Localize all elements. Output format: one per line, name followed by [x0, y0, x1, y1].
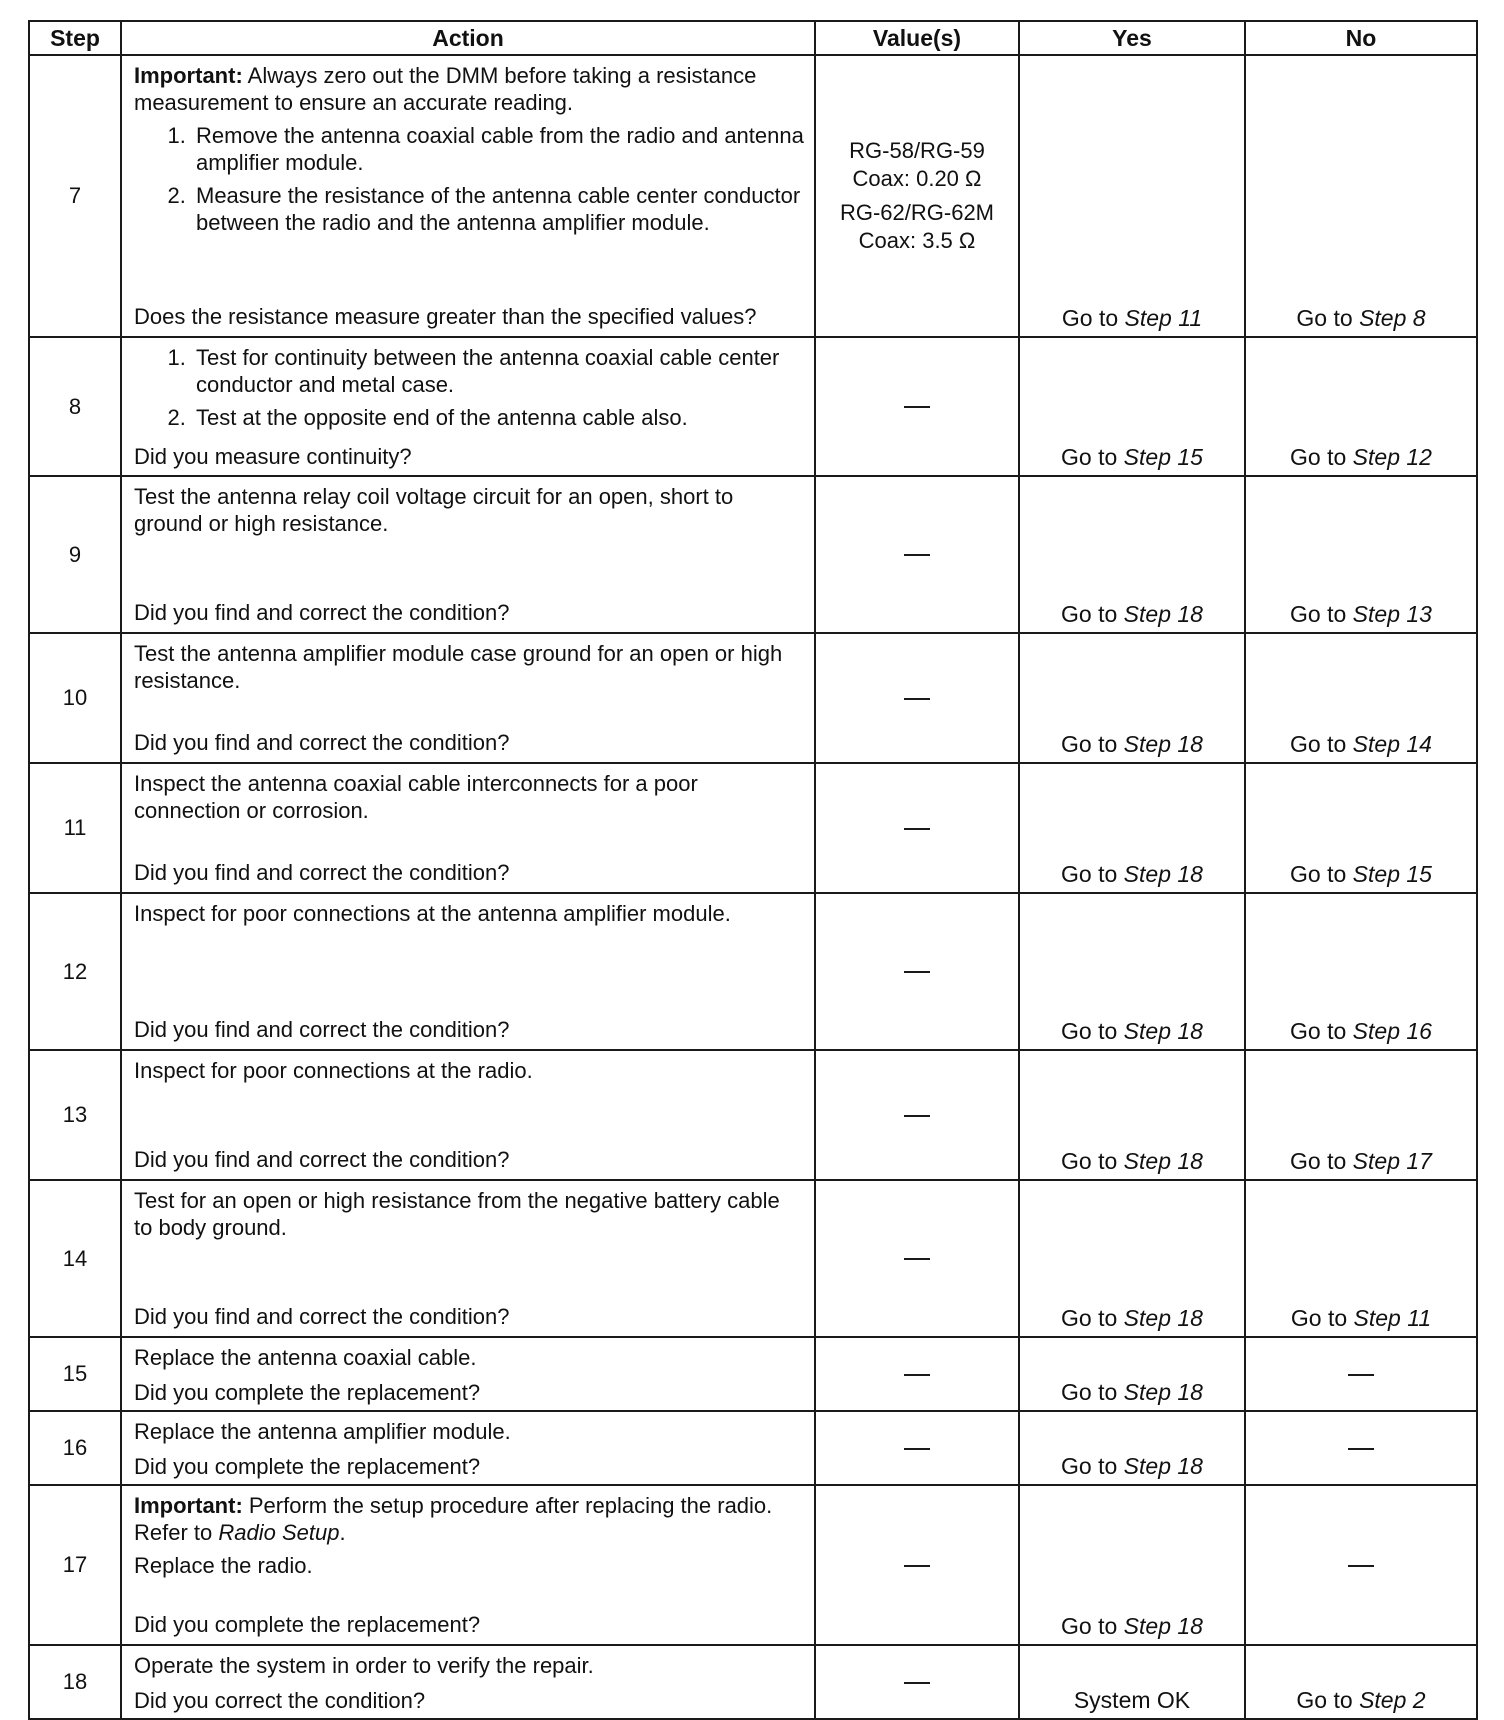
action-cell — [121, 1050, 815, 1180]
table-row — [29, 1050, 1477, 1180]
no-step-link[interactable]: Step 2 — [1359, 1687, 1426, 1713]
dash-mark — [904, 971, 930, 973]
no-cell — [1245, 1485, 1477, 1645]
value-line: RG-62/RG-62M — [839, 200, 995, 225]
yes-step-link[interactable]: Step 18 — [1123, 731, 1203, 757]
values-cell — [815, 1180, 1019, 1337]
table-row — [29, 1645, 1477, 1719]
yes-cell — [1019, 1180, 1245, 1337]
yes-step-link[interactable]: Step 18 — [1123, 1148, 1203, 1174]
values-cell — [815, 1411, 1019, 1485]
step-number: 14 — [29, 1180, 121, 1337]
diagnostic-table — [28, 20, 1478, 1720]
table-row — [29, 763, 1477, 893]
action-question: Did you find and correct the condition? — [134, 1304, 510, 1329]
important-label: Important: — [134, 63, 243, 88]
action-question: Does the resistance measure greater than the specified values? — [134, 304, 757, 329]
important-text: Perform the setup procedure after replacing the radio. Refer to — [134, 1493, 773, 1545]
yes-cell — [1019, 1411, 1245, 1485]
go-to-label: Go to — [1290, 861, 1347, 887]
go-to-label: Go to — [1296, 305, 1353, 331]
important-note — [134, 62, 804, 116]
yes-cell — [1019, 1485, 1245, 1645]
list-item: 1. Remove the antenna coaxial cable from the radio and antenna amplifier module. — [192, 122, 804, 176]
yes-cell — [1019, 893, 1245, 1050]
dash-mark — [904, 828, 930, 830]
action-cell — [121, 476, 815, 633]
go-to-label: Go to — [1061, 1379, 1118, 1405]
table-row — [29, 633, 1477, 763]
yes-cell — [1019, 55, 1245, 337]
step-number: 17 — [29, 1485, 121, 1645]
no-step-link[interactable]: Step 13 — [1352, 601, 1432, 627]
action-question: Did you correct the condition? — [134, 1688, 426, 1713]
yes-cell — [1019, 1645, 1245, 1719]
no-cell — [1245, 1050, 1477, 1180]
step-number: 11 — [29, 763, 121, 893]
no-cell — [1245, 1411, 1477, 1485]
values-cell — [815, 893, 1019, 1050]
action-text: Replace the antenna coaxial cable. — [134, 1345, 477, 1370]
table-row — [29, 1485, 1477, 1645]
go-to-label: Go to — [1290, 601, 1347, 627]
action-text: Inspect for poor connections at the radio. — [134, 1058, 533, 1083]
action-cell — [121, 1645, 815, 1719]
dash-mark — [904, 1374, 930, 1376]
dash-mark — [1348, 1448, 1374, 1450]
yes-step-link[interactable]: Step 18 — [1123, 1379, 1203, 1405]
important-note — [134, 1492, 804, 1546]
dash-mark — [904, 1115, 930, 1117]
step-number: 9 — [29, 476, 121, 633]
dash-mark — [904, 1448, 930, 1450]
action-text: Replace the antenna amplifier module. — [134, 1419, 511, 1444]
dash-mark — [904, 698, 930, 700]
no-cell — [1245, 55, 1477, 337]
dash-mark — [1348, 1374, 1374, 1376]
step-number: 18 — [29, 1645, 121, 1719]
value-line: RG-58/RG-59 — [849, 138, 985, 163]
action-question: Did you complete the replacement? — [134, 1454, 481, 1479]
dash-mark — [904, 1565, 930, 1567]
action-cell — [121, 1411, 815, 1485]
action-question: Did you complete the replacement? — [134, 1612, 481, 1637]
action-question: Did you find and correct the condition? — [134, 860, 510, 885]
step-number: 12 — [29, 893, 121, 1050]
yes-cell — [1019, 1337, 1245, 1411]
list-item: 2. Measure the resistance of the antenna cable center conductor between the radio and the antenna amplifier module. — [192, 182, 804, 236]
yes-step-link[interactable]: Step 18 — [1123, 1613, 1203, 1639]
values-cell — [815, 1645, 1019, 1719]
yes-cell — [1019, 1050, 1245, 1180]
no-step-link[interactable]: Step 15 — [1352, 861, 1432, 887]
values-cell — [815, 55, 1019, 337]
yes-cell — [1019, 337, 1245, 476]
step-number: 7 — [29, 55, 121, 337]
value-spec — [816, 137, 1018, 193]
header-action: Action — [121, 21, 815, 55]
action-cell — [121, 1180, 815, 1337]
values-cell — [815, 1050, 1019, 1180]
step-number: 8 — [29, 337, 121, 476]
no-cell — [1245, 1337, 1477, 1411]
procedure-list — [134, 344, 804, 437]
important-text: Always zero out the DMM before taking a resistance measurement to ensure an accurate reading. — [134, 63, 757, 115]
go-to-label: Go to — [1290, 1018, 1347, 1044]
action-question: Did you find and correct the condition? — [134, 1147, 510, 1172]
no-step-link[interactable]: Step 8 — [1359, 305, 1426, 331]
procedure-list — [134, 122, 804, 236]
action-text: Inspect the antenna coaxial cable interconnects for a poor connection or corrosion. — [134, 771, 698, 823]
go-to-label: Go to — [1061, 1018, 1118, 1044]
go-to-label: Go to — [1061, 731, 1118, 757]
action-text: Test the antenna amplifier module case ground for an open or high resistance. — [134, 641, 783, 693]
value-spec — [816, 199, 1018, 255]
yes-step-link[interactable]: Step 18 — [1123, 1305, 1203, 1331]
yes-cell — [1019, 763, 1245, 893]
values-cell — [815, 337, 1019, 476]
yes-step-link[interactable]: Step 18 — [1123, 1453, 1203, 1479]
values-cell — [815, 1337, 1019, 1411]
values-cell — [815, 763, 1019, 893]
no-cell — [1245, 1645, 1477, 1719]
header-values: Value(s) — [815, 21, 1019, 55]
action-cell — [121, 1337, 815, 1411]
yes-step-link[interactable]: Step 11 — [1124, 305, 1203, 331]
important-label: Important: — [134, 1493, 243, 1518]
no-cell — [1245, 1180, 1477, 1337]
radio-setup-link[interactable]: Radio Setup — [218, 1520, 340, 1545]
action-cell — [121, 893, 815, 1050]
yes-step-link[interactable]: Step 15 — [1123, 444, 1203, 470]
no-cell — [1245, 763, 1477, 893]
table-row — [29, 1180, 1477, 1337]
table-row — [29, 337, 1477, 476]
no-step-link[interactable]: Step 17 — [1352, 1148, 1432, 1174]
system-ok-text: System OK — [1073, 1687, 1191, 1713]
no-cell — [1245, 476, 1477, 633]
go-to-label: Go to — [1296, 1687, 1353, 1713]
header-yes: Yes — [1019, 21, 1245, 55]
action-text: Test the antenna relay coil voltage circuit for an open, short to ground or high resistance. — [134, 484, 734, 536]
go-to-label: Go to — [1061, 305, 1119, 331]
no-step-link[interactable]: Step 12 — [1352, 444, 1432, 470]
table-row — [29, 1337, 1477, 1411]
value-line: Coax: 0.20 Ω — [852, 166, 982, 191]
step-number: 13 — [29, 1050, 121, 1180]
go-to-label: Go to — [1290, 1305, 1348, 1331]
step-number: 16 — [29, 1411, 121, 1485]
yes-cell — [1019, 633, 1245, 763]
go-to-label: Go to — [1061, 861, 1118, 887]
action-question: Did you find and correct the condition? — [134, 600, 510, 625]
dash-mark — [904, 1682, 930, 1684]
yes-step-link[interactable]: Step 18 — [1123, 601, 1203, 627]
go-to-label: Go to — [1290, 1148, 1347, 1174]
yes-cell — [1019, 476, 1245, 633]
table-row — [29, 1411, 1477, 1485]
list-item: 1. Test for continuity between the antenna coaxial cable center conductor and metal case. — [192, 344, 804, 398]
important-text-end: . — [339, 1520, 346, 1545]
action-cell — [121, 763, 815, 893]
no-cell — [1245, 633, 1477, 763]
yes-step-link[interactable]: Step 18 — [1123, 861, 1203, 887]
step-number: 10 — [29, 633, 121, 763]
no-step-link[interactable]: Step 16 — [1352, 1018, 1432, 1044]
no-cell — [1245, 893, 1477, 1050]
go-to-label: Go to — [1061, 1613, 1118, 1639]
values-cell — [815, 1485, 1019, 1645]
action-cell — [121, 1485, 815, 1645]
action-question: Did you find and correct the condition? — [134, 730, 510, 755]
header-step: Step — [29, 21, 121, 55]
action-text: Operate the system in order to verify the repair. — [134, 1653, 594, 1678]
table-row — [29, 893, 1477, 1050]
go-to-label: Go to — [1061, 444, 1118, 470]
table-row — [29, 55, 1477, 337]
go-to-label: Go to — [1290, 444, 1347, 470]
list-item: 2. Test at the opposite end of the antenna cable also. — [192, 404, 804, 431]
go-to-label: Go to — [1061, 1453, 1118, 1479]
dash-mark — [904, 1258, 930, 1260]
go-to-label: Go to — [1061, 1148, 1118, 1174]
values-cell — [815, 476, 1019, 633]
action-question: Did you measure continuity? — [134, 444, 412, 469]
no-step-link[interactable]: Step 11 — [1353, 1305, 1432, 1331]
action-cell — [121, 633, 815, 763]
action-cell — [121, 55, 815, 337]
action-cell — [121, 337, 815, 476]
action-question: Did you find and correct the condition? — [134, 1017, 510, 1042]
no-cell — [1245, 337, 1477, 476]
dash-mark — [904, 554, 930, 556]
action-text: Test for an open or high resistance from the negative battery cable to body ground. — [134, 1188, 780, 1240]
yes-step-link[interactable]: Step 18 — [1123, 1018, 1203, 1044]
table-row — [29, 476, 1477, 633]
dash-mark — [904, 406, 930, 408]
action-text: Replace the radio. — [134, 1553, 313, 1578]
go-to-label: Go to — [1061, 601, 1118, 627]
value-line: Coax: 3.5 Ω — [858, 228, 976, 253]
go-to-label: Go to — [1290, 731, 1347, 757]
action-text: Inspect for poor connections at the antenna amplifier module. — [134, 901, 731, 926]
step-number: 15 — [29, 1337, 121, 1411]
values-cell — [815, 633, 1019, 763]
header-row — [29, 21, 1477, 55]
action-question: Did you complete the replacement? — [134, 1380, 481, 1405]
no-step-link[interactable]: Step 14 — [1352, 731, 1432, 757]
header-no: No — [1245, 21, 1477, 55]
dash-mark — [1348, 1565, 1374, 1567]
go-to-label: Go to — [1061, 1305, 1118, 1331]
